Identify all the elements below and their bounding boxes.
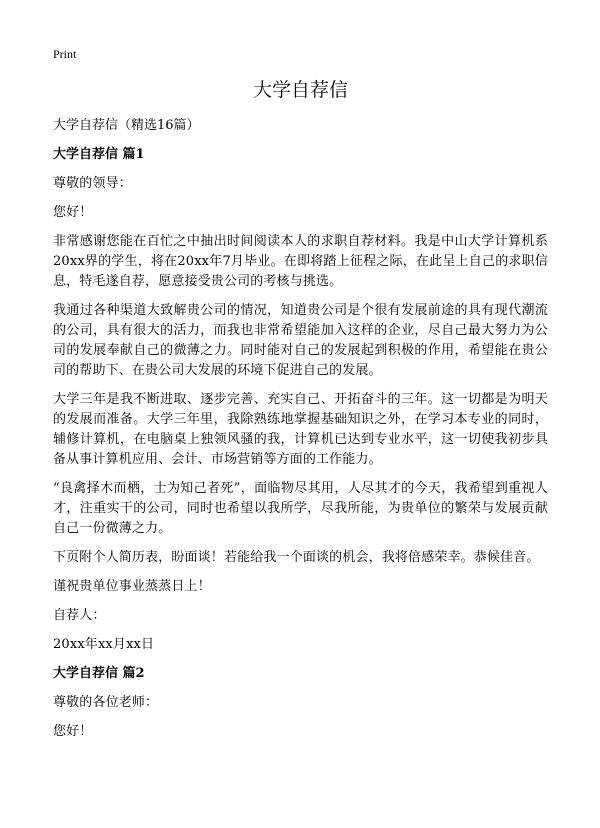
section-heading: 大学自荐信 篇2 <box>53 666 145 681</box>
document-title: 大学自荐信 <box>252 79 348 101</box>
body-paragraph: 大学三年是我不断进取、逐步完善、充实自己、开拓奋斗的三年。这一切都是为明天的发展而准备。大学三年里，我除熟练地掌握基础知识之外，在学习本专业的同时，辅修计算机，在电脑桌上独领风骚的我，计算机已达到专业水平，这一切使我初步具备从事计算机应用、会计、市场营销等方面的工作能力。 <box>53 392 548 467</box>
closing-wish: 谨祝贵单位事业蒸蒸日上！ <box>53 579 211 594</box>
letter-section-1 <box>53 145 548 655</box>
document-subtitle: 大学自荐信（精选16篇） <box>53 118 200 133</box>
signature-line: 自荐人： <box>53 608 106 623</box>
greeting: 您好！ <box>53 724 93 739</box>
section-heading: 大学自荐信 篇1 <box>53 147 145 162</box>
salutation: 尊敬的各位老师： <box>53 695 159 710</box>
salutation: 尊敬的领导： <box>53 176 132 191</box>
body-paragraph: 非常感谢您能在百忙之中抽出时间阅读本人的求职自荐材料。我是中山大学计算机系20xx界的学生，将在20xx年7月毕业。在即将踏上征程之际，在此呈上自己的求职信息，特毛遂自荐，愿意接受贵公司的考核与挑选。 <box>53 234 548 289</box>
body-paragraph: 下页附个人简历表，盼面谈！若能给我一个面谈的机会，我将倍感荣幸。恭候佳音。 <box>53 550 540 565</box>
greeting: 您好！ <box>53 205 93 220</box>
date-line: 20xx年xx月xx日 <box>53 637 155 652</box>
letter-section-2 <box>53 664 548 742</box>
body-paragraph: “良禽择木而栖，士为知己者死”，面临物尽其用，人尽其才的今天，我希望到重视人才，注重实干的公司，同时也希望以我所学，尽我所能，为贵单位的繁荣与发展贡献自己一份微薄之力。 <box>53 481 548 536</box>
body-paragraph: 我通过各种渠道大致解贵公司的情况，知道贵公司是个很有发展前途的具有现代潮流的公司，具有很大的活力，而我也非常希望能加入这样的企业，尽自己最大努力为公司的发展奉献自己的微薄之力。同时能对自己的发展起到积极的作用，希望能在贵公司的帮助下、在贵公司大发展的环境下促进自己的发展。 <box>53 303 548 378</box>
print-label: Print <box>53 47 77 61</box>
